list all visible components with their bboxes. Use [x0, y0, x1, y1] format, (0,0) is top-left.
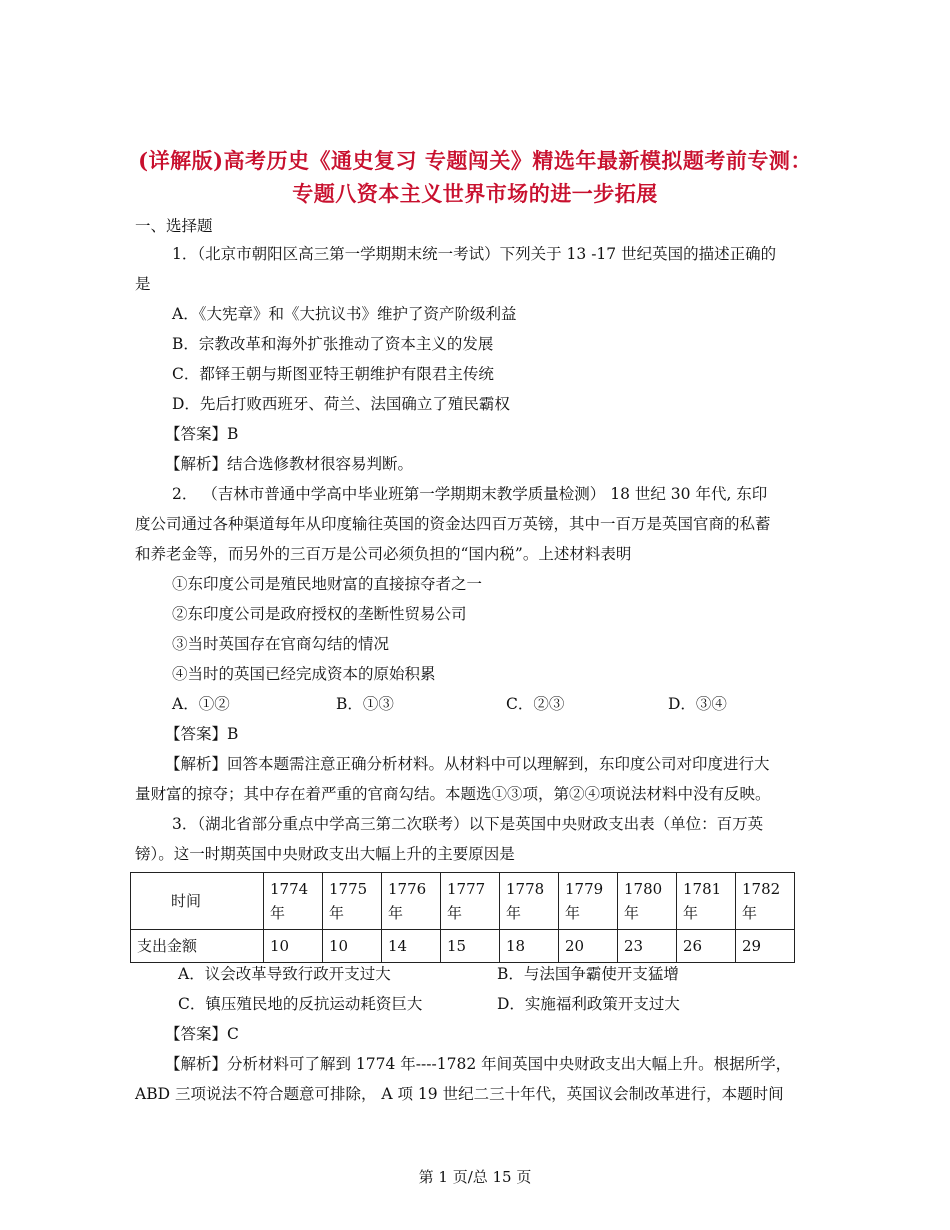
q3-stem-line2: 镑）。这一时期英国中央财政支出大幅上升的主要原因是	[135, 845, 515, 863]
table-row-amounts	[131, 930, 795, 963]
q1-answer: 【答案】B	[165, 425, 239, 443]
q2-statement-1: ①东印度公司是殖民地财富的直接掠夺者之一	[172, 575, 483, 593]
q2-statement-2: ②东印度公司是政府授权的垄断性贸易公司	[172, 605, 467, 623]
q1-option-c: C．都铎王朝与斯图亚特王朝维护有限君主传统	[172, 365, 494, 383]
table-row-years	[131, 873, 795, 930]
table-cell-amount: 14	[382, 930, 441, 963]
table-cell-year: 1777 年	[441, 873, 500, 930]
q2-option-d: D．③④	[668, 695, 727, 713]
q1-option-a: A．《大宪章》和《大抗议书》维护了资产阶级利益	[172, 305, 517, 323]
q2-option-b: B．①③	[336, 695, 394, 713]
section-heading: 一、选择题	[135, 217, 213, 235]
q3-option-a: A．议会改革导致行政开支过大	[178, 965, 391, 983]
table-cell-year: 1776 年	[382, 873, 441, 930]
q2-analysis-line2: 量财富的掠夺；其中存在着严重的官商勾结。本题选①③项，第②④项说法材料中没有反映。	[135, 785, 771, 803]
q3-stem-line1: 3．（湖北省部分重点中学高三第二次联考）以下是英国中央财政支出表（单位：百万英	[172, 815, 764, 833]
q1-stem-line1: 1．（北京市朝阳区高三第一学期期末统一考试）下列关于 13 -17 世纪英国的描述正确的	[172, 245, 777, 263]
table-cell-amount: 10	[323, 930, 382, 963]
table-cell-year: 1775 年	[323, 873, 382, 930]
q2-answer: 【答案】B	[165, 725, 239, 743]
table-cell-amount: 15	[441, 930, 500, 963]
q3-analysis-line2: ABD 三项说法不符合题意可排除， A 项 19 世纪二三十年代，英国议会制改革进行，本题时间	[135, 1085, 784, 1103]
table-cell-amount: 29	[736, 930, 795, 963]
doc-title-line1: (详解版)高考历史《通史复习 专题闯关》精选年最新模拟题考前专测：	[138, 148, 812, 173]
q3-option-b: B．与法国争霸使开支猛增	[497, 965, 679, 983]
q2-statement-4: ④当时的英国已经完成资本的原始积累	[172, 665, 436, 683]
q3-answer: 【答案】C	[165, 1025, 239, 1043]
q3-option-d: D．实施福利政策开支过大	[497, 995, 680, 1013]
q2-option-a: A．①②	[172, 695, 230, 713]
table-cell-year: 1780 年	[618, 873, 677, 930]
table-cell-time-label: 时间	[131, 873, 264, 930]
table-cell-amount: 10	[264, 930, 323, 963]
table-cell-amount-label: 支出金额	[131, 930, 264, 963]
expenditure-table	[130, 872, 795, 963]
q2-stem-line2: 度公司通过各种渠道每年从印度输往英国的资金达四百万英镑，其中一百万是英国官商的私蓄	[135, 515, 771, 533]
q2-statement-3: ③当时英国存在官商勾结的情况	[172, 635, 390, 653]
q1-option-b: B．宗教改革和海外扩张推动了资本主义的发展	[172, 335, 494, 353]
table-cell-year: 1782 年	[736, 873, 795, 930]
q2-stem-line1: 2． （吉林市普通中学高中毕业班第一学期期末教学质量检测） 18 世纪 30 年代, 东印	[172, 485, 768, 503]
q3-analysis-line1: 【解析】分析材料可了解到 1774 年----1782 年间英国中央财政支出大幅上升。根据所学，	[165, 1055, 792, 1073]
q1-option-d: D．先后打败西班牙、荷兰、法国确立了殖民霸权	[172, 395, 510, 413]
table-cell-year: 1779 年	[559, 873, 618, 930]
q2-option-c: C．②③	[506, 695, 565, 713]
doc-title-line2: 专题八资本主义世界市场的进一步拓展	[292, 181, 658, 206]
q1-analysis: 【解析】结合选修教材很容易判断。	[165, 455, 414, 473]
table-cell-amount: 18	[500, 930, 559, 963]
page-footer: 第 1 页/总 15 页	[418, 1168, 532, 1186]
q3-option-c: C．镇压殖民地的反抗运动耗资巨大	[178, 995, 423, 1013]
table-cell-amount: 23	[618, 930, 677, 963]
table-cell-amount: 26	[677, 930, 736, 963]
table-cell-amount: 20	[559, 930, 618, 963]
table-cell-year: 1774 年	[264, 873, 323, 930]
q2-analysis-line1: 【解析】回答本题需注意正确分析材料。从材料中可以理解到，东印度公司对印度进行大	[165, 755, 770, 773]
table-cell-year: 1778 年	[500, 873, 559, 930]
q1-stem-line2: 是	[135, 275, 151, 293]
q2-stem-line3: 和养老金等，而另外的三百万是公司必须负担的“国内税”。上述材料表明	[135, 545, 632, 563]
table-cell-year: 1781 年	[677, 873, 736, 930]
